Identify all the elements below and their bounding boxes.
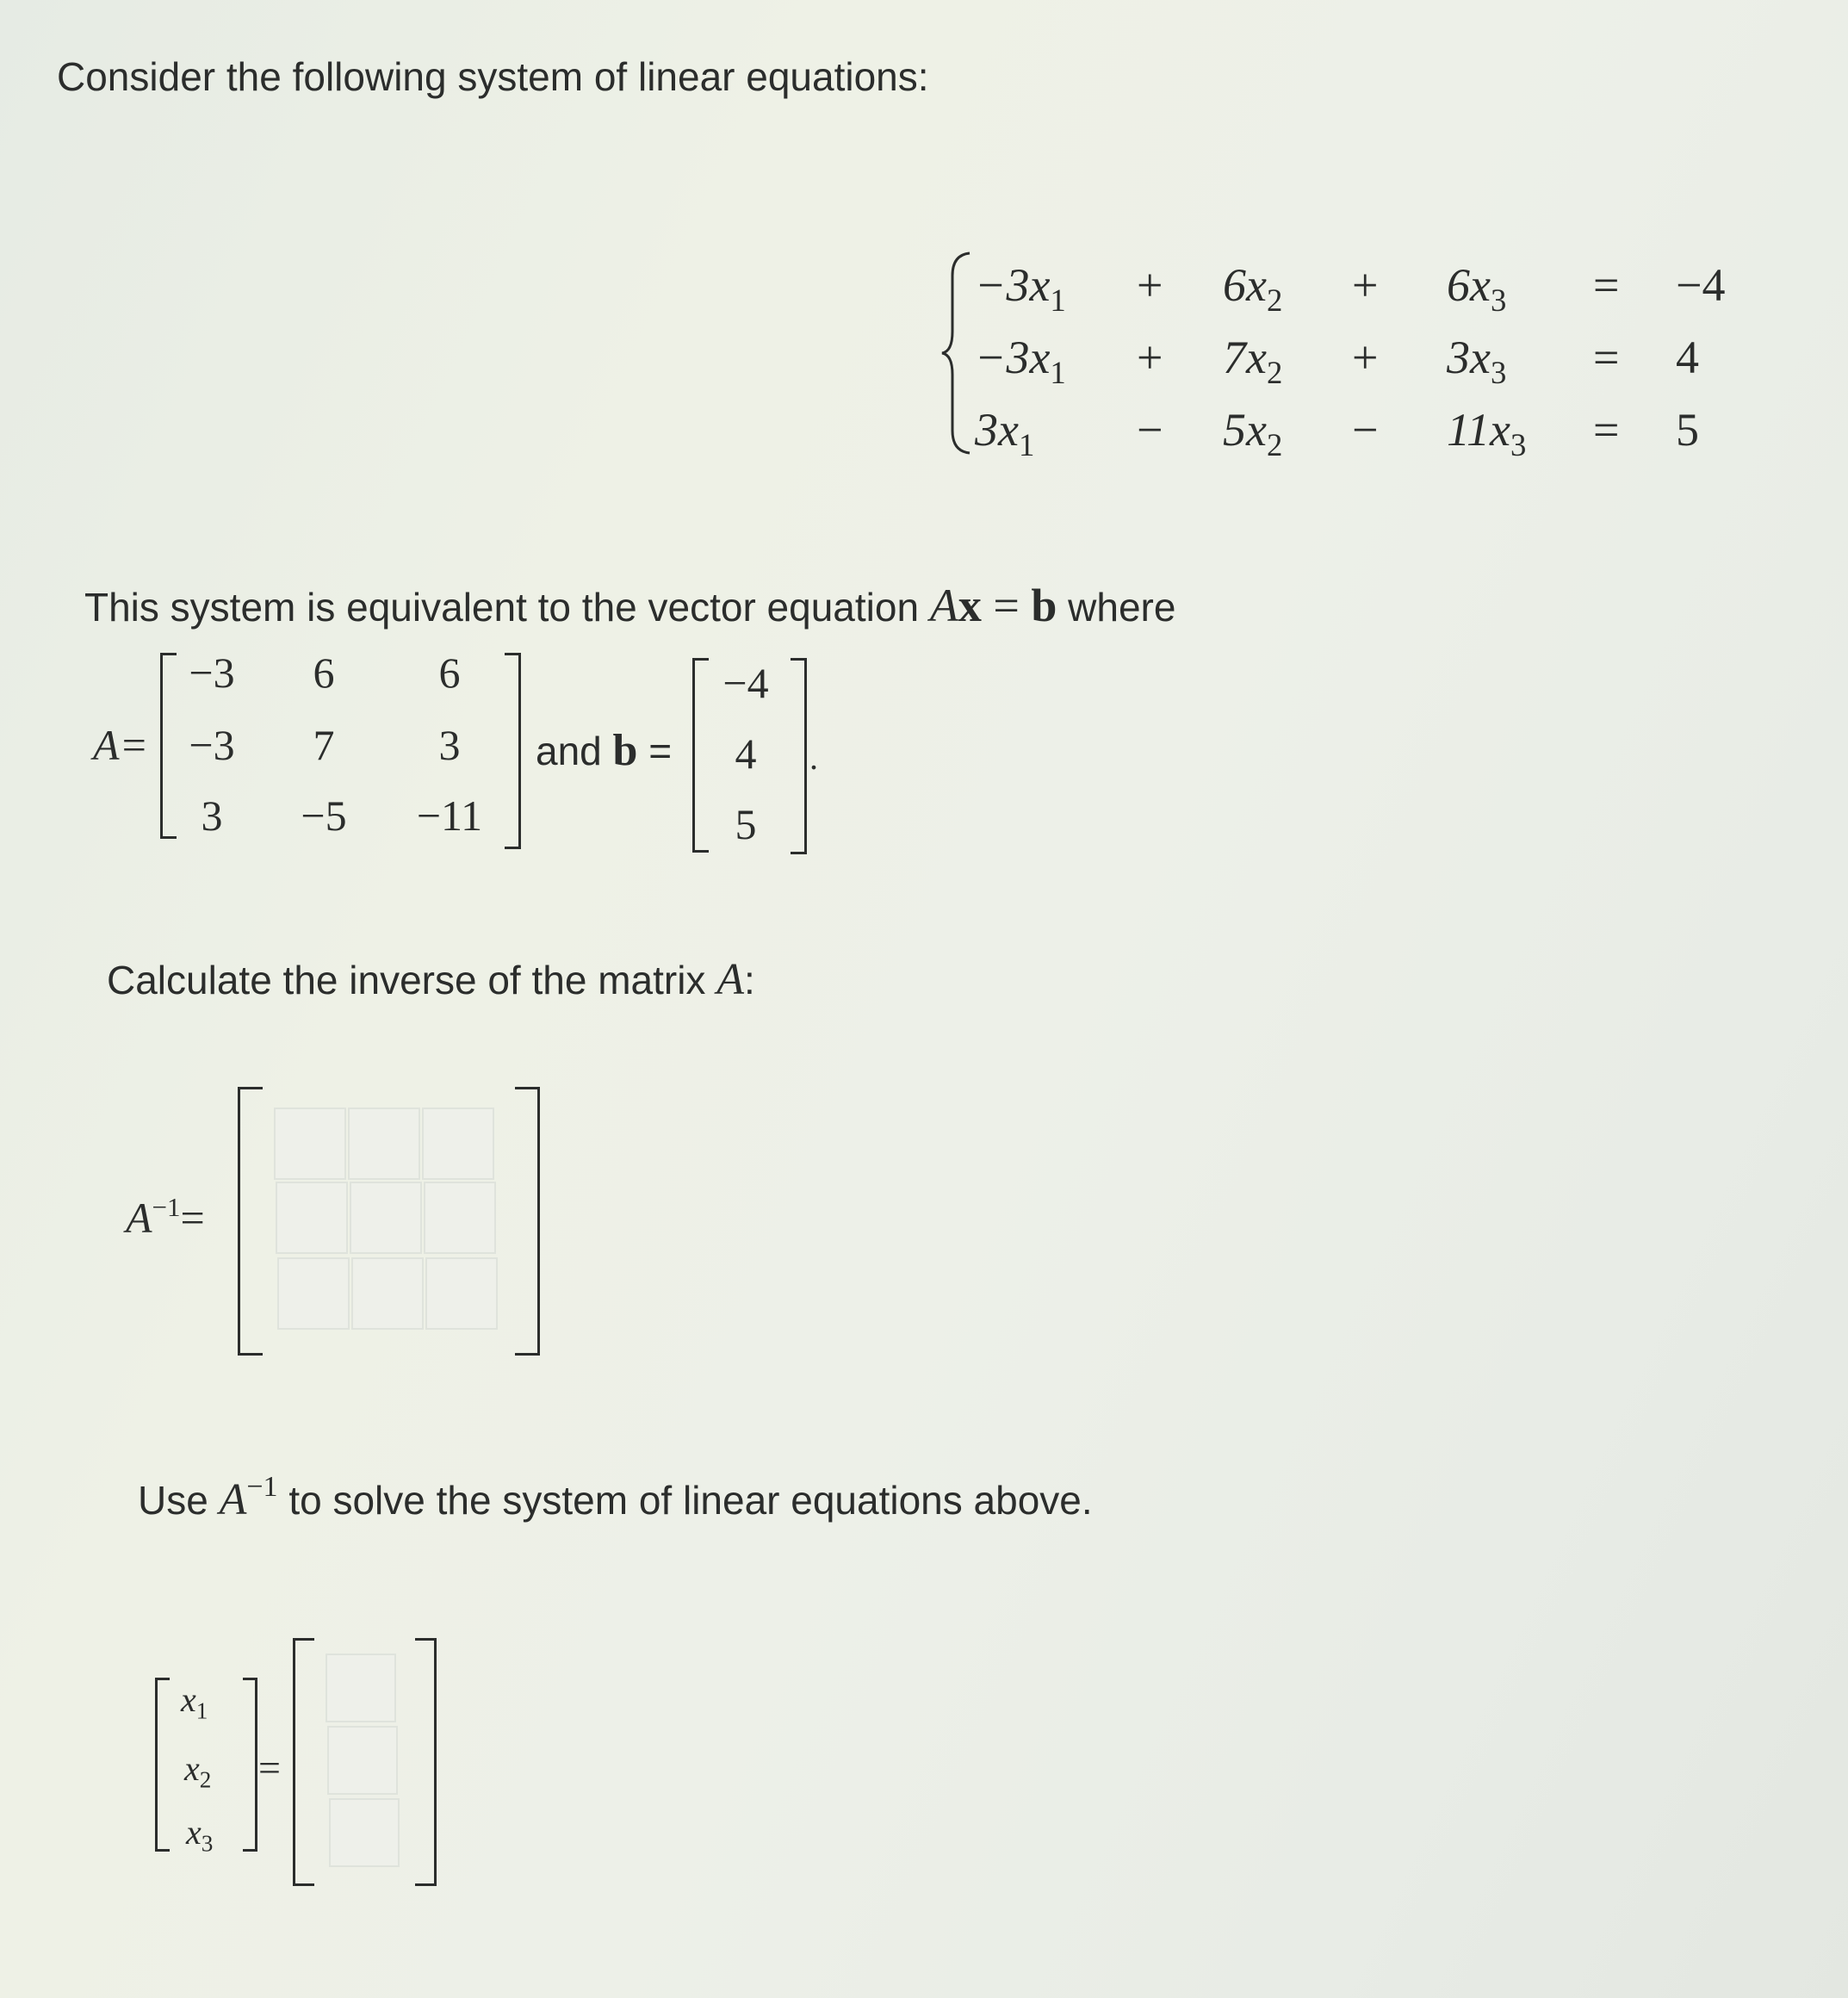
solution-cell-input[interactable] <box>326 1654 396 1722</box>
equation-term: $6x_3$ <box>1447 259 1507 318</box>
x-vector-left-bracket <box>155 1678 170 1852</box>
equation-term: $5x_2$ <box>1223 404 1283 462</box>
matrix-A-cell: −3 <box>189 721 235 769</box>
var-b-bold: b <box>1031 580 1057 631</box>
equation-operator: − <box>1137 404 1163 456</box>
inverse-cell-input[interactable] <box>425 1257 498 1330</box>
left-brace-icon <box>939 250 973 456</box>
inverse-cell-input[interactable] <box>351 1257 424 1330</box>
solve-prompt-sup: −1 <box>246 1471 278 1503</box>
vector-b-cell: 4 <box>735 729 757 778</box>
period: . <box>809 738 818 777</box>
inverse-cell-input[interactable] <box>276 1182 348 1254</box>
inverse-cell-input[interactable] <box>274 1108 346 1180</box>
x-vector-var: $x_1$ <box>181 1680 208 1724</box>
vector-equation-text <box>84 579 1175 632</box>
var-A-2: A <box>716 955 744 1004</box>
solution-cell-input[interactable] <box>329 1798 400 1867</box>
var-A-3: A <box>219 1475 247 1525</box>
equation-operator: + <box>1137 259 1163 311</box>
inverse-right-bracket <box>515 1087 540 1356</box>
var-A: A <box>929 580 958 631</box>
inverse-prompt-colon: : <box>743 958 755 1002</box>
inverse-prompt-text: Calculate the inverse of the matrix <box>107 958 717 1002</box>
inverse-label-eq: = <box>180 1194 205 1243</box>
x-vector-var: $x_3$ <box>186 1813 214 1857</box>
solution-cell-input[interactable] <box>327 1726 398 1795</box>
vector-text-suffix: where <box>1057 585 1176 630</box>
solution-right-bracket <box>415 1638 437 1886</box>
equation-term: $7x_2$ <box>1223 332 1283 390</box>
inverse-prompt <box>107 954 755 1005</box>
intro-text: Consider the following system of linear equations: <box>57 54 929 99</box>
inverse-cell-input[interactable] <box>350 1182 422 1254</box>
matrix-A-label: A= <box>93 721 149 769</box>
matrix-A-cell: 3 <box>201 791 223 840</box>
vector-b-cell: −4 <box>722 659 769 707</box>
equation-term: $-3x_1$ <box>975 259 1066 318</box>
and-text: and <box>536 729 613 773</box>
matrix-A-right-bracket <box>505 653 521 849</box>
equation-equals: = <box>1593 404 1620 456</box>
inverse-label-A: A <box>126 1194 152 1243</box>
matrix-A-cell: 6 <box>313 648 335 697</box>
matrix-A-cell: −5 <box>301 791 347 840</box>
equation-term: $6x_2$ <box>1223 259 1283 318</box>
inverse-label-sup: −1 <box>152 1192 181 1222</box>
solve-prompt-use: Use <box>138 1478 220 1523</box>
var-x-bold: x <box>958 580 982 631</box>
equation-operator: − <box>1352 404 1379 456</box>
equation-operator: + <box>1137 332 1163 383</box>
equation-equals: = <box>1593 332 1620 383</box>
equation-term: $3x_1$ <box>975 404 1035 462</box>
and-b-text <box>536 725 672 776</box>
equation-operator: + <box>1352 259 1379 311</box>
inverse-left-bracket <box>238 1087 263 1356</box>
equation-equals: = <box>1593 259 1620 311</box>
matrix-A-cell: 6 <box>438 648 461 697</box>
inverse-cell-input[interactable] <box>277 1257 350 1330</box>
x-vector-var: $x_2$ <box>184 1749 212 1793</box>
matrix-A-cell: −11 <box>416 791 483 840</box>
x-vector-equals: = <box>258 1746 281 1790</box>
equation-rhs: 4 <box>1676 332 1699 383</box>
matrix-A-cell: 3 <box>438 721 461 769</box>
equation-term: $11x_3$ <box>1447 404 1527 462</box>
inverse-cell-input[interactable] <box>348 1108 420 1180</box>
solution-left-bracket <box>293 1638 314 1886</box>
inverse-cell-input[interactable] <box>424 1182 496 1254</box>
x-vector-right-bracket <box>243 1678 257 1852</box>
equation-rhs: −4 <box>1676 259 1726 311</box>
equation-operator: + <box>1352 332 1379 383</box>
equals-sign: = <box>981 580 1032 631</box>
matrix-A-cell: 7 <box>313 721 335 769</box>
equation-rhs: 5 <box>1676 404 1699 456</box>
var-b-bold-2: b <box>612 726 638 775</box>
inverse-cell-input[interactable] <box>422 1108 494 1180</box>
vector-b-cell: 5 <box>735 800 757 848</box>
vector-text-prefix: This system is equivalent to the vector equation <box>84 585 930 630</box>
equation-term: $-3x_1$ <box>975 332 1066 390</box>
solve-prompt <box>138 1471 1093 1525</box>
inverse-label <box>126 1192 205 1243</box>
and-b-equals: = <box>637 729 673 773</box>
matrix-A-cell: −3 <box>189 648 235 697</box>
solve-prompt-rest: to solve the system of linear equations above. <box>277 1478 1093 1523</box>
equation-term: $3x_3$ <box>1447 332 1507 390</box>
